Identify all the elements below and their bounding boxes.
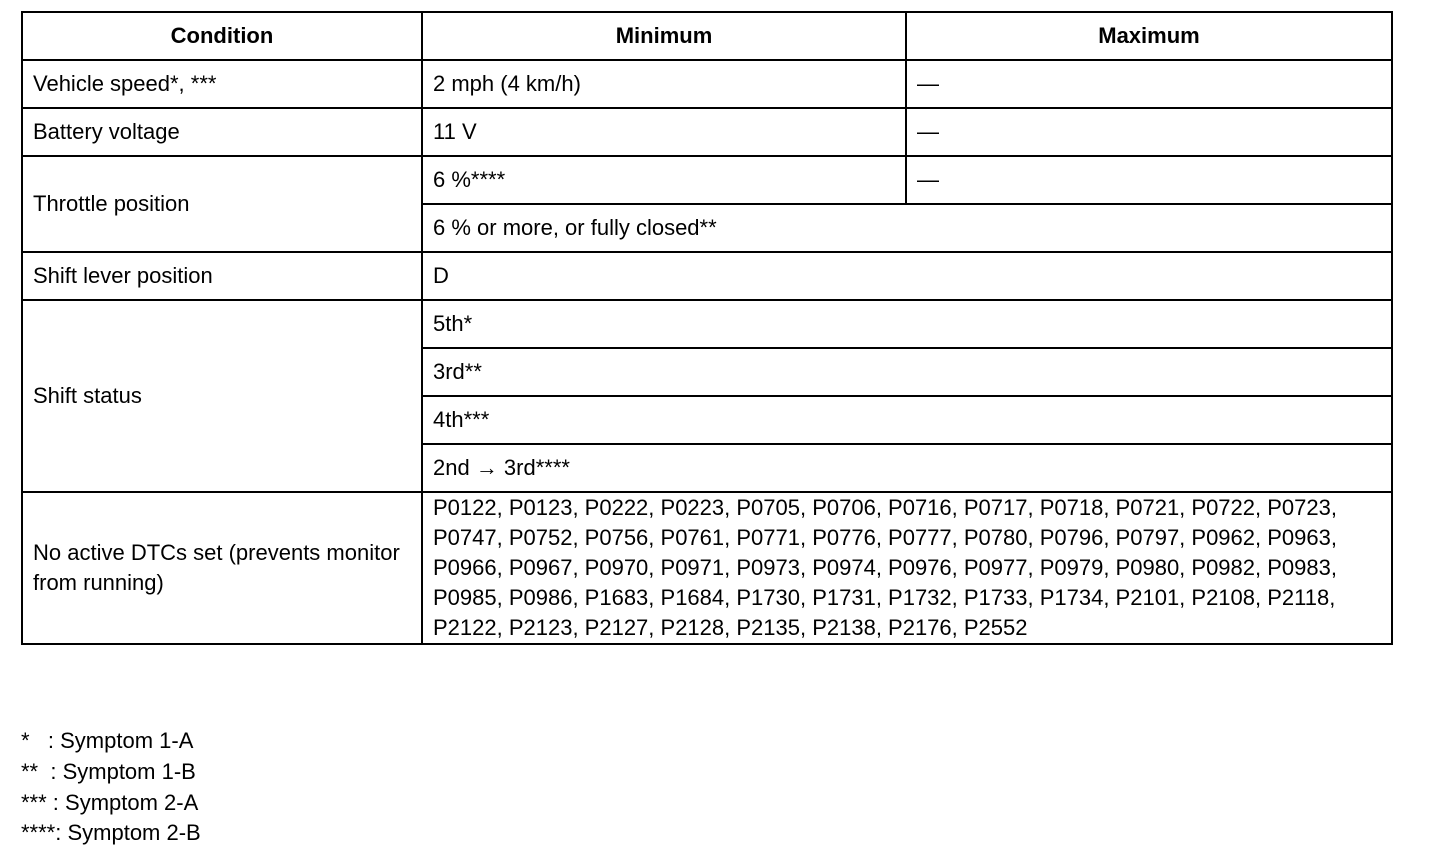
- header-maximum: Maximum: [906, 12, 1392, 60]
- maximum-throttle-position: —: [906, 156, 1392, 204]
- footnote-mark: **: [21, 758, 51, 784]
- shift-status-value: 4th***: [422, 396, 1392, 444]
- footnote-text: : Symptom 1-A: [47, 728, 194, 753]
- shift-status-value: 5th*: [422, 300, 1392, 348]
- condition-vehicle-speed: Vehicle speed*, ***: [22, 60, 422, 108]
- footnote: [21, 757, 201, 788]
- minimum-vehicle-speed: 2 mph (4 km/h): [422, 60, 906, 108]
- table-row: [22, 492, 1392, 644]
- condition-shift-status: Shift status: [22, 300, 422, 492]
- footnote-text: : Symptom 2-A: [52, 789, 199, 815]
- footnote: [21, 788, 201, 819]
- table-row: [22, 60, 1392, 108]
- shift-status-value: 2nd → 3rd****: [422, 444, 1392, 492]
- table-row: [22, 156, 1392, 204]
- table-row: [22, 300, 1392, 348]
- maximum-battery-voltage: —: [906, 108, 1392, 156]
- maximum-vehicle-speed: —: [906, 60, 1392, 108]
- table-row: [22, 252, 1392, 300]
- condition-shift-lever-position: Shift lever position: [22, 252, 422, 300]
- minimum-throttle-position: 6 %****: [422, 156, 906, 204]
- footnote: [21, 818, 201, 849]
- header-condition: Condition: [22, 12, 422, 60]
- footnote-text: : Symptom 2-B: [55, 820, 201, 846]
- dtc-list: P0122, P0123, P0222, P0223, P0705, P0706, P0716, P0717, P0718, P0721, P0722, P0723, P0747, P0752, P0756, P0761, P0771, P0776, P0777, P0780, P0796, P0797, P0962, P0963, P0966, P0967, P0970, P0971, P0973, P0974, P0976, P0977, P0979, P0980, P0982, P0983, P0985, P0986, P1683, P1684, P1730, P1731, P1732, P1733, P1734, P2101, P2108, P2118, P2122, P2123, P2127, P2128, P2135, P2138, P2176, P2552: [422, 492, 1392, 644]
- value-shift-lever-position: D: [422, 252, 1392, 300]
- footnote: [21, 726, 201, 757]
- footnotes: [21, 726, 201, 849]
- footnote-text: : Symptom 1-B: [50, 758, 196, 784]
- footnote-mark: ****: [21, 820, 56, 846]
- header-minimum: Minimum: [422, 12, 906, 60]
- header-row: [22, 12, 1392, 60]
- condition-throttle-position: Throttle position: [22, 156, 422, 252]
- shift-status-value: 3rd**: [422, 348, 1392, 396]
- throttle-position-alt: 6 % or more, or fully closed**: [422, 204, 1392, 252]
- footnote-mark: ***: [21, 789, 53, 815]
- condition-battery-voltage: Battery voltage: [22, 108, 422, 156]
- footnote-mark: *: [21, 728, 48, 753]
- condition-no-active-dtcs: No active DTCs set (prevents monitor from running): [22, 492, 422, 644]
- conditions-table: [21, 11, 1393, 645]
- minimum-battery-voltage: 11 V: [422, 108, 906, 156]
- table-row: [22, 108, 1392, 156]
